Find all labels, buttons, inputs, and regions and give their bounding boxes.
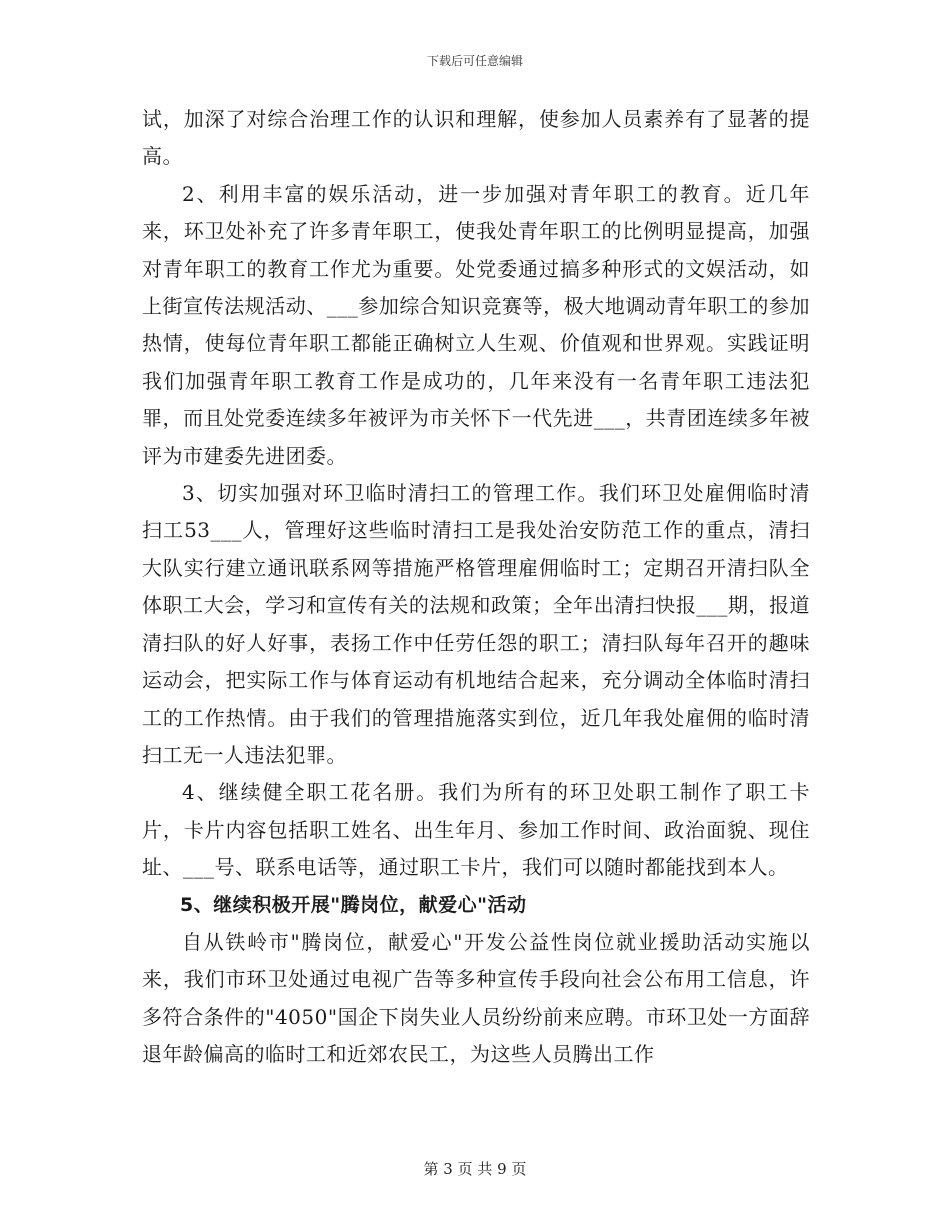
paragraph-item-5-body: 自从铁岭市"腾岗位，献爱心"开发公益性岗位就业援助活动实施以来，我们市环卫处通过电视广告等多种宣传手段向社会公布用工信息，许多符合条件的"4050"国企下岗失业人员纷纷前来应聘。市环卫处一方面辞退年龄偏高的临时工和近郊农民工，为这些人员腾出工作 bbox=[142, 929, 810, 1067]
section-heading-5: 5、继续积极开展"腾岗位，献爱心"活动 bbox=[180, 893, 527, 916]
paragraph-item-2: 2、利用丰富的娱乐活动，进一步加强对青年职工的教育。近几年来，环卫处补充了许多青年职工，使我处青年职工的比例明显提高，加强对青年职工的教育工作尤为重要。处党委通过搞多种形式的文娱活动，如上街宣传法规活动、___参加综合知识竞赛等，极大地调动青年职工的参加热情，使每位青年职工都能正确树立人生观、价值观和世界观。实践证明我们加强青年职工教育工作是成功的，几年来没有一名青年职工违法犯罪，而且处党委连续多年被评为市关怀下一代先进___，共青团连续多年被评为市建委先进团委。 bbox=[142, 181, 810, 468]
page-footer: 第 3 页 共 9 页 bbox=[423, 1160, 527, 1178]
page-header: 下载后可任意编辑 bbox=[426, 54, 523, 68]
document-body bbox=[142, 101, 810, 1074]
paragraph-continuation: 试，加深了对综合治理工作的认识和理解，使参加人员素养有了显著的提高。 bbox=[142, 107, 810, 169]
paragraph-item-3: 3、切实加强对环卫临时清扫工的管理工作。我们环卫处雇佣临时清扫工53___人，管理好这些临时清扫工是我处治安防范工作的重点，清扫大队实行建立通讯联系网等措施严格管理雇佣临时工；定期召开清扫队全体职工大会，学习和宣传有关的法规和政策；全年出清扫快报___期，报道清扫队的好人好事，表扬工作中任劳任怨的职工；清扫队每年召开的趣味运动会，把实际工作与体育运动有机地结合起来，充分调动全体临时清扫工的工作热情。由于我们的管理措施落实到位，近几年我处雇佣的临时清扫工无一人违法犯罪。 bbox=[142, 481, 810, 767]
paragraph-item-4: 4、继续健全职工花名册。我们为所有的环卫处职工制作了职工卡片，卡片内容包括职工姓名、出生年月、参加工作时间、政治面貌、现住址、___号、联系电话等，通过职工卡片，我们可以随时都能找到本人。 bbox=[142, 780, 810, 880]
